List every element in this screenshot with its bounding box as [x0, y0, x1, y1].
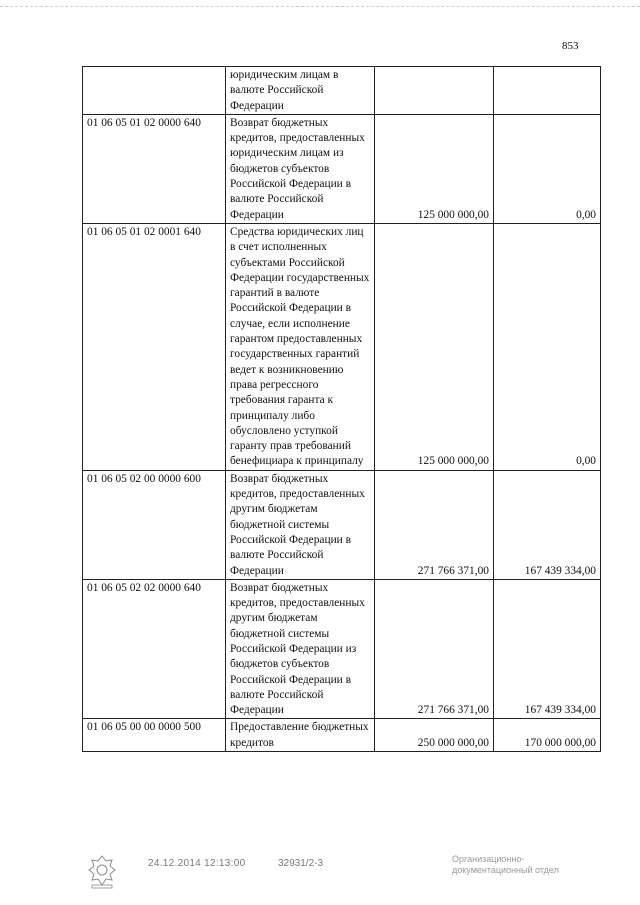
row-code: 01 06 05 02 00 0000 600: [83, 470, 226, 579]
footer-org-line-2: документационный отдел: [452, 865, 559, 875]
budget-sources-table: [82, 66, 601, 752]
table-row: [83, 719, 601, 752]
row-amount-2: 167 439 334,00: [494, 470, 601, 579]
row-name: Возврат бюджетных кредитов, предоставленных другим бюджетам бюджетной системы Российской Федерации из бюджетов субъектов Российской Федерации в валюте Российской Федерации: [226, 579, 375, 719]
table-row: [83, 67, 601, 115]
row-name: Возврат бюджетных кредитов, предоставленных другим бюджетам бюджетной системы Российской Федерации в валюте Российской Федерации: [226, 470, 375, 579]
footer-org: [452, 854, 559, 876]
page-number: 853: [562, 40, 579, 52]
row-amount-2: 170 000 000,00: [494, 719, 601, 752]
table-row: [83, 114, 601, 223]
row-amount-2: 0,00: [494, 223, 601, 470]
row-name: юридическим лицам в валюте Российской Федерации: [226, 67, 375, 115]
table-row: [83, 470, 601, 579]
row-amount-1: 250 000 000,00: [375, 719, 494, 752]
row-amount-1: [375, 67, 494, 115]
table-row: [83, 223, 601, 470]
row-code: 01 06 05 01 02 0000 640: [83, 114, 226, 223]
emblem-stamp-icon: [86, 854, 118, 890]
row-amount-1: 125 000 000,00: [375, 114, 494, 223]
row-name: Предоставление бюджетных кредитов: [226, 719, 375, 752]
row-amount-2: 167 439 334,00: [494, 579, 601, 719]
table-row: [83, 579, 601, 719]
row-name: Возврат бюджетных кредитов, предоставленных юридическим лицам из бюджетов субъектов Российской Федерации в валюте Российской Федерации: [226, 114, 375, 223]
row-name: Средства юридических лиц в счет исполненных субъектами Российской Федерации государственных гарантий в валюте Российской Федерации в случае, если исполнение гарантом предоставленных государственных гарантий ведет к возникновению права регрессного требования гаранта к принципалу либо обусловлено уступкой гаранту прав требований бенефициара к принципалу: [226, 223, 375, 470]
row-amount-1: 271 766 371,00: [375, 470, 494, 579]
scan-top-edge: [0, 6, 640, 7]
row-code: 01 06 05 00 00 0000 500: [83, 719, 226, 752]
row-amount-2: 0,00: [494, 114, 601, 223]
row-amount-1: 271 766 371,00: [375, 579, 494, 719]
footer-org-line-1: Организационно-: [452, 854, 525, 864]
document-footer: [0, 846, 640, 896]
row-code: [83, 67, 226, 115]
row-code: 01 06 05 02 02 0000 640: [83, 579, 226, 719]
footer-date: 24.12.2014 12:13:00: [148, 858, 246, 869]
row-amount-2: [494, 67, 601, 115]
row-code: 01 06 05 01 02 0001 640: [83, 223, 226, 470]
row-amount-1: 125 000 000,00: [375, 223, 494, 470]
footer-doc-number: 32931/2-3: [278, 858, 324, 869]
